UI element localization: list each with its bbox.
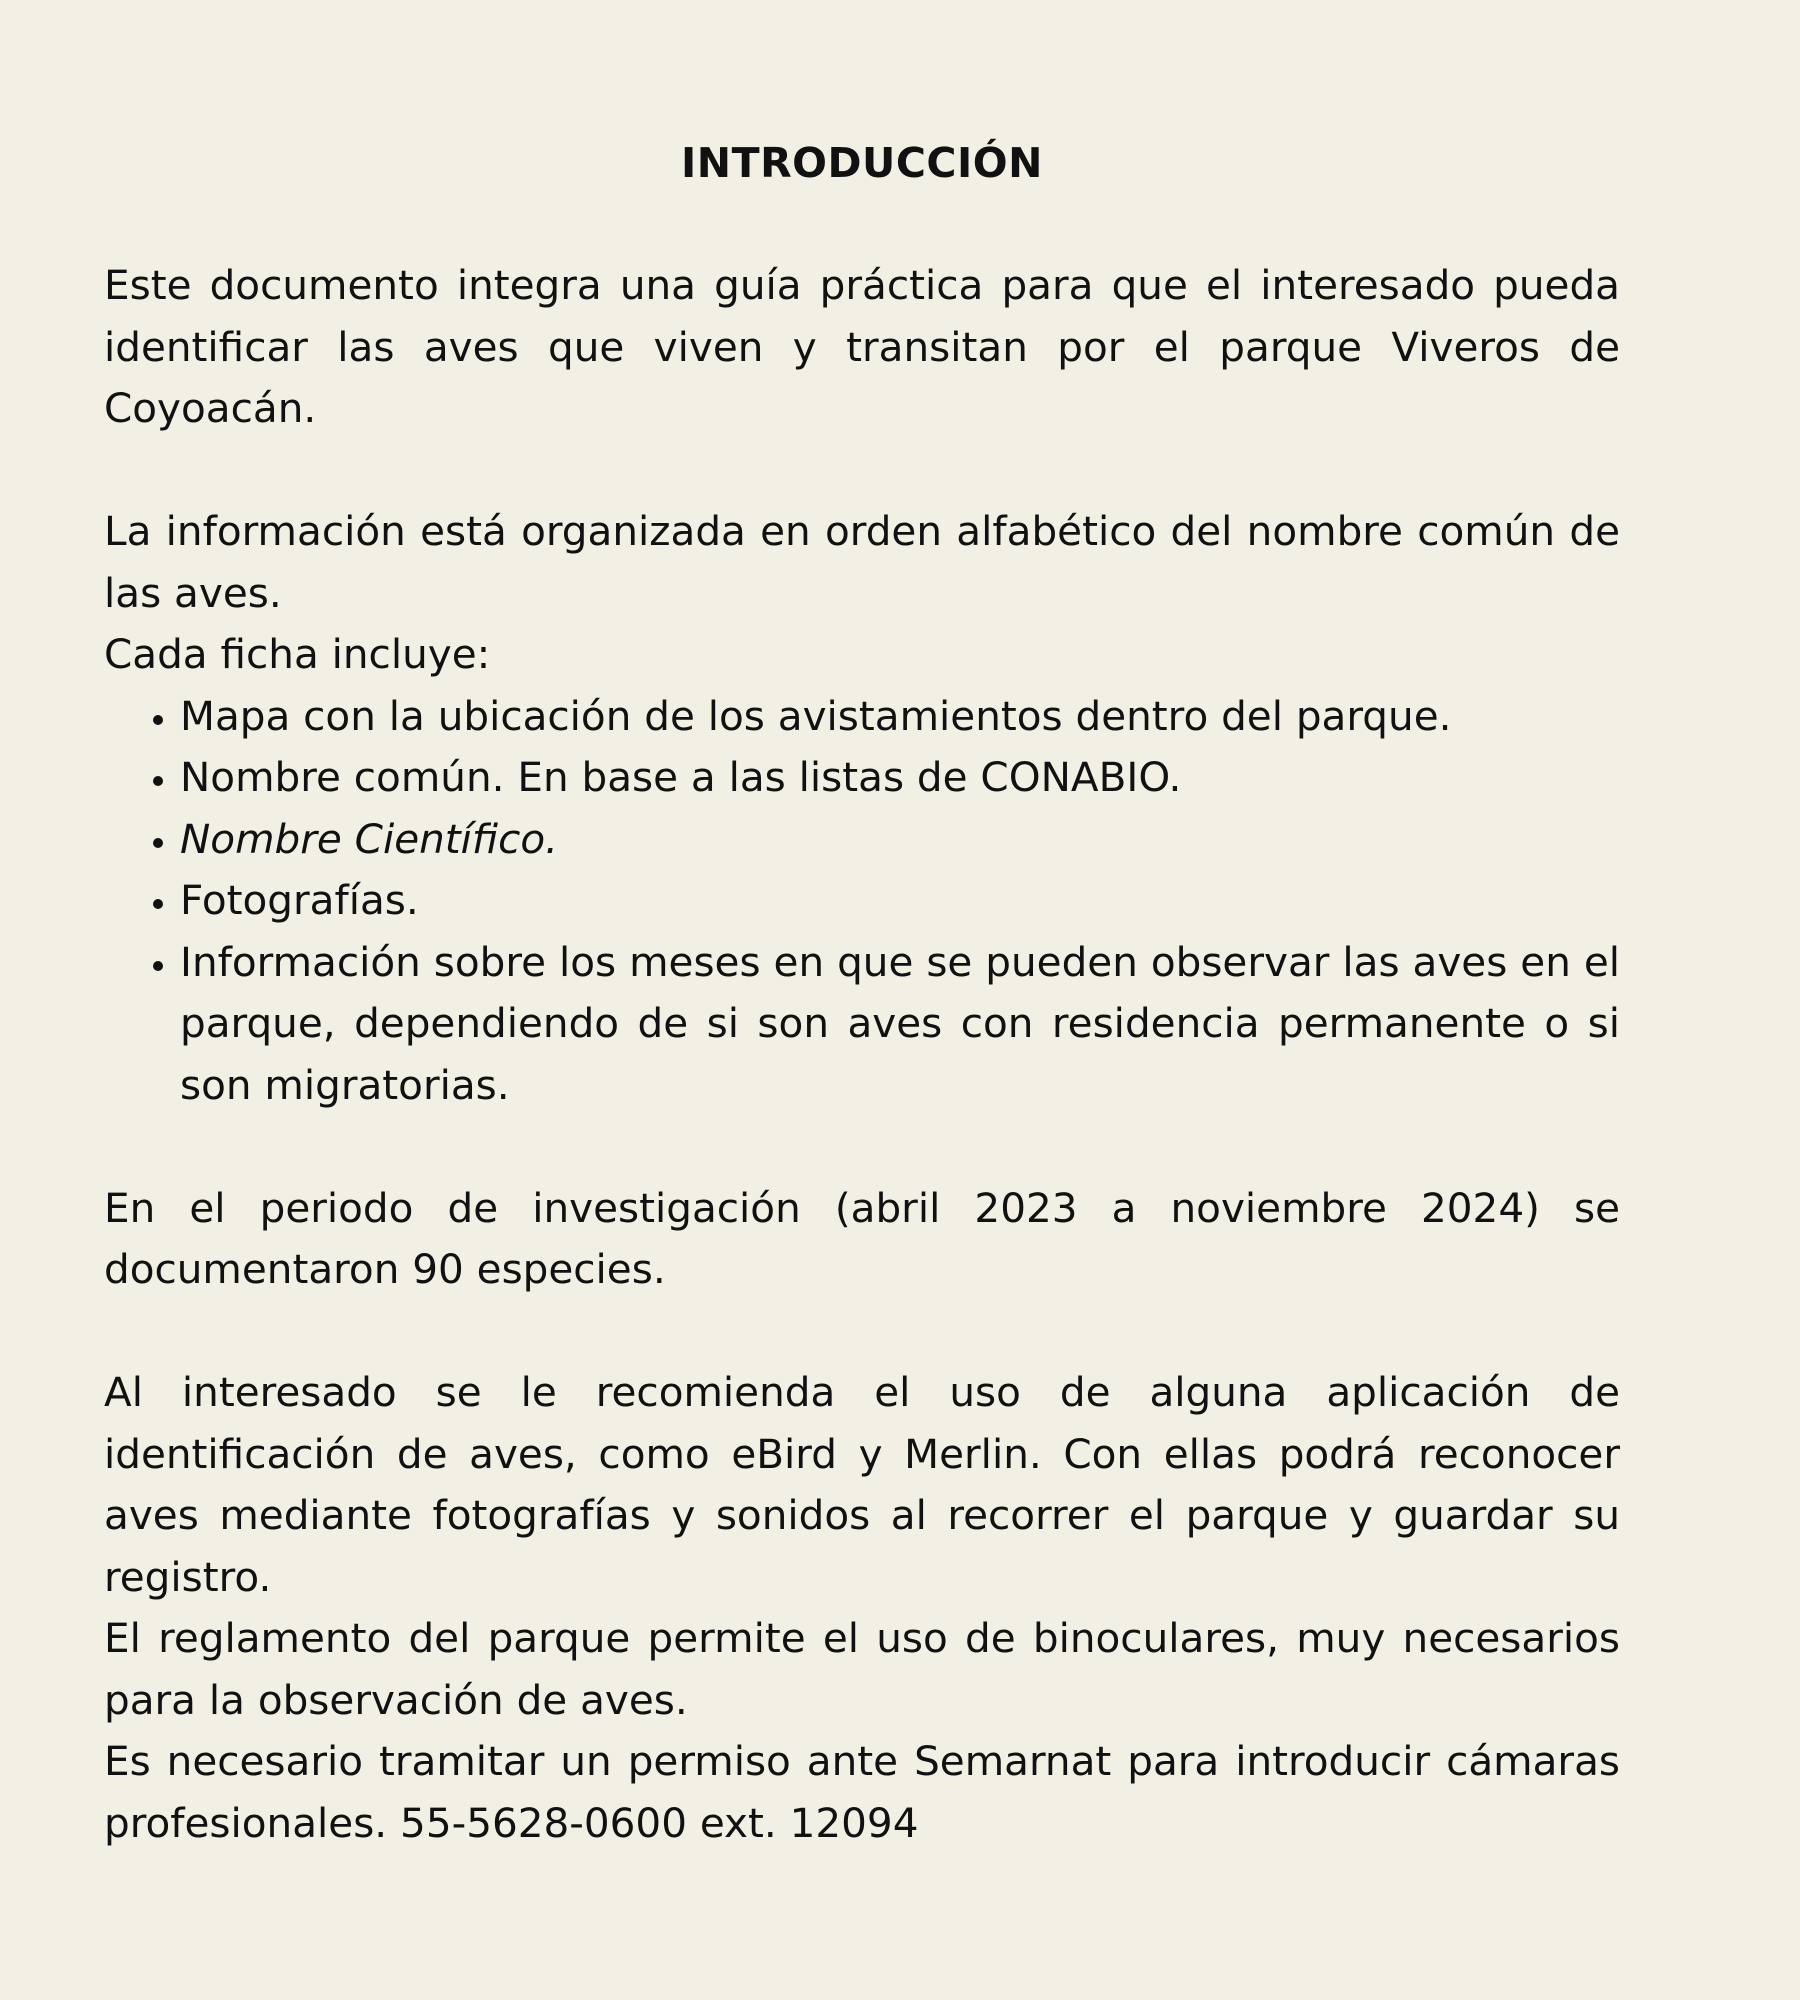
organization-paragraph: La información está organizada en orden alfabético del nombre común de las aves. <box>104 507 1620 617</box>
research-paragraph: En el periodo de investigación (abril 2023 a noviembre 2024) se documentaron 90 especies. <box>104 1183 1620 1293</box>
list-item-text: Nombre común. En base a las listas de CONABIO. <box>180 753 1182 801</box>
list-item-text: Nombre Científico. <box>180 814 559 863</box>
apps-paragraph: Al interesado se le recomienda el uso de alguna aplicación de identificación de aves, como eBird y Merlin. Con ellas podrá reconocer aves mediante fotografías y sonidos al recorrer el parque y guardar su registro. <box>104 1368 1620 1601</box>
list-item <box>180 870 1620 932</box>
list-item-text: Fotografías. <box>180 876 419 924</box>
list-heading: Cada ficha incluye: <box>104 630 491 678</box>
intro-paragraph: Este documento integra una guía práctica para que el interesado pueda identificar las aves que viven y transitan por el parque Viveros de Coyoacán. <box>104 261 1620 432</box>
list-item <box>180 932 1620 1117</box>
list-item <box>180 686 1620 748</box>
page-title: INTRODUCCIÓN <box>681 139 1043 187</box>
list-item-text: Información sobre los meses en que se pueden observar las aves en el parque, dependiendo de si son aves con residencia permanente o si son migratorias. <box>180 937 1620 1109</box>
list-item <box>180 747 1620 809</box>
paragraph-spacer <box>104 440 1620 502</box>
paragraph-spacer <box>104 1301 1620 1363</box>
list-item-text: Mapa con la ubicación de los avistamientos dentro del parque. <box>180 691 1452 740</box>
list-item <box>180 809 1620 871</box>
record-contents-list <box>104 686 1620 1117</box>
permit-paragraph: Es necesario tramitar un permiso ante Semarnat para introducir cámaras profesionales. 55-5628-0600 ext. 12094 <box>104 1737 1620 1847</box>
paragraph-spacer <box>104 1116 1620 1178</box>
binoculars-paragraph: El reglamento del parque permite el uso de binoculares, muy necesarios para la observación de aves. <box>104 1614 1620 1724</box>
